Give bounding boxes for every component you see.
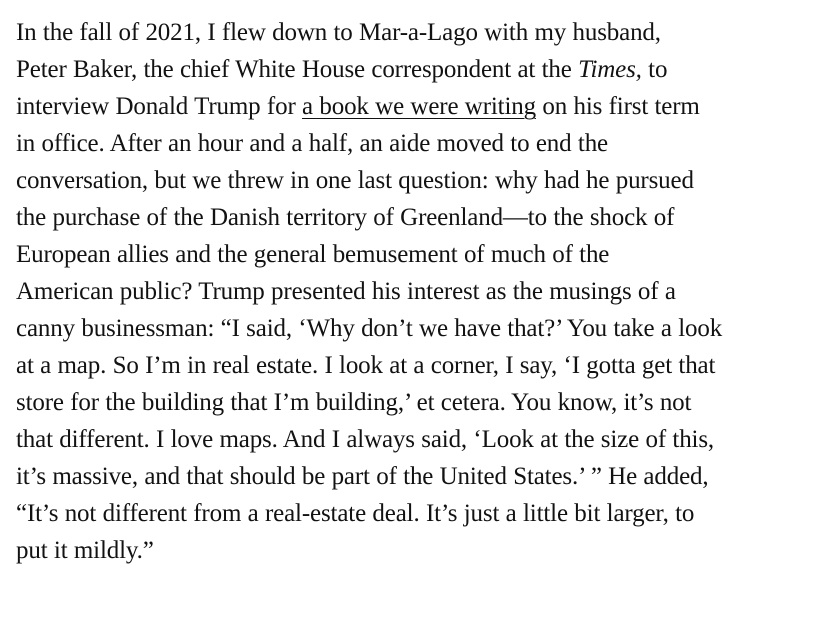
text-segment: to <box>641 56 668 83</box>
text-line-2 <box>16 51 816 88</box>
text-line-13: it’s massive, and that should be part of the United States.’ ” He added, <box>16 463 709 490</box>
text-line-15: put it mildly.” <box>16 537 154 564</box>
publication-name: Times, <box>578 56 642 83</box>
text-line-12: that different. I love maps. And I always said, ‘Look at the size of this, <box>16 426 715 453</box>
text-line-7: European allies and the general bemusement of much of the <box>16 241 610 268</box>
text-line-1: In the fall of 2021, I flew down to Mar-a-Lago with my husband, <box>16 19 661 46</box>
text-line-3 <box>16 88 816 125</box>
text-line-9: canny businessman: “I said, ‘Why don’t we have that?’ You take a look <box>16 315 723 342</box>
text-segment: interview Donald Trump for <box>16 93 303 120</box>
text-line-10: at a map. So I’m in real estate. I look at a corner, I say, ‘I gotta get that <box>16 352 716 379</box>
text-line-4: in office. After an hour and a half, an aide moved to end the <box>16 130 608 157</box>
text-line-5: conversation, but we threw in one last question: why had he pursued <box>16 167 694 194</box>
text-line-6: the purchase of the Danish territory of Greenland—to the shock of <box>16 204 675 231</box>
article-paragraph <box>16 14 816 569</box>
text-line-11: store for the building that I’m building,’ et cetera. You know, it’s not <box>16 389 692 416</box>
text-segment: Peter Baker, the chief White House correspondent at the <box>16 56 579 83</box>
book-link[interactable]: a book we were writing <box>302 93 536 120</box>
text-line-8: American public? Trump presented his interest as the musings of a <box>16 278 676 305</box>
text-segment: on his first term <box>535 93 700 120</box>
text-line-14: “It’s not different from a real-estate deal. It’s just a little bit larger, to <box>16 500 695 527</box>
